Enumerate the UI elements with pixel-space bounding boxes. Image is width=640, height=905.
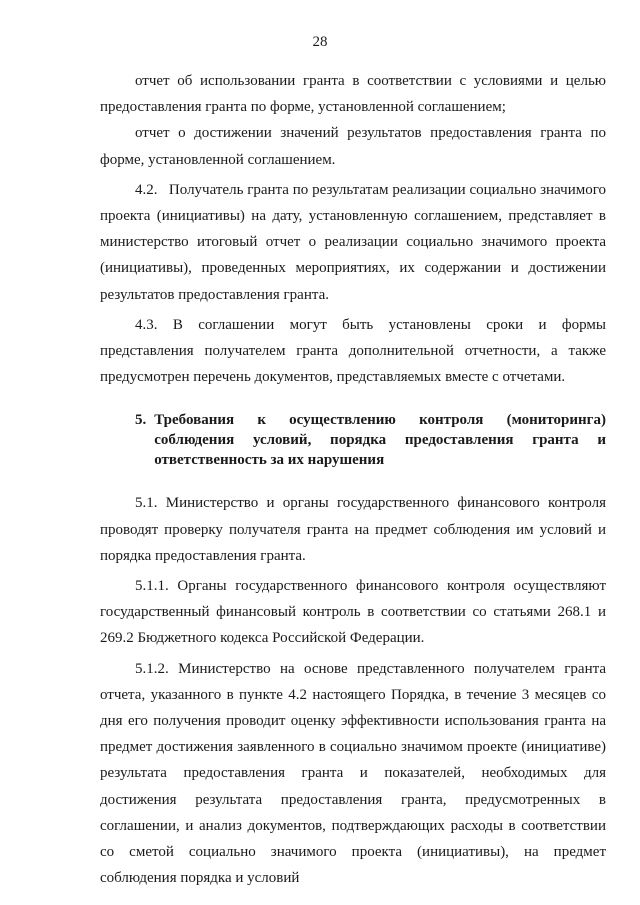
paragraph-4-2: 4.2. Получатель гранта по результатам реализации социально значимого проекта (инициативы) на дату, установленную соглашением, представляет в министерство итоговый отчет о реализации социально значимого проекта (инициативы), проведенных мероприятиях, их содержании и достижении результатов предоставления гранта. (100, 181, 610, 303)
document-body (100, 68, 610, 891)
paragraph-report-results: отчет о достижении значений результатов предоставления гранта по форме, установленной соглашением. (100, 125, 606, 168)
paragraph-4-3: 4.3. В соглашении могут быть установлены сроки и формы представления получателем гранта дополнительной отчетности, а также предусмотрен перечень документов, представляемых вместе с отчетами. (100, 316, 606, 386)
paragraph-5-1-2: 5.1.2. Министерство на основе представленного получателем гранта отчета, указанного в пункте 4.2 настоящего Порядка, в течение 3 месяцев со дня его получения проводит оценку эффективности использования гранта на предмет достижения заявленного в социально значимом проекте (инициативе) результата предоставления гранта и показателей, необходимых для достижения результата предоставления гранта, предусмотренных в соглашении, и анализ документов, подтверждающих расходы в соответствии со сметой социально значимого проекта (инициативы), на предмет соблюдения порядка и условий (100, 660, 606, 887)
section-number: 5. (135, 412, 147, 429)
section-title: Требования к осуществлению контроля (мониторинга) соблюдения условий, порядка предоставления гранта и ответственность за их нарушения (154, 412, 606, 469)
paragraph-5-1: 5.1. Министерство и органы государственного финансового контроля проводят проверку получателя гранта на предмет соблюдения им условий и порядка предоставления гранта. (100, 495, 606, 564)
section-heading (100, 410, 606, 470)
page-number: 28 (312, 34, 328, 50)
paragraph-report-usage: отчет об использовании гранта в соответствии с условиями и целью предоставления гранта по форме, установленной соглашением; (100, 73, 606, 116)
paragraph-5-1-1: 5.1.1. Органы государственного финансового контроля осуществляют государственный финансовый контроль в соответствии со статьями 268.1 и 269.2 Бюджетного кодекса Российской Федерации. (100, 578, 606, 647)
